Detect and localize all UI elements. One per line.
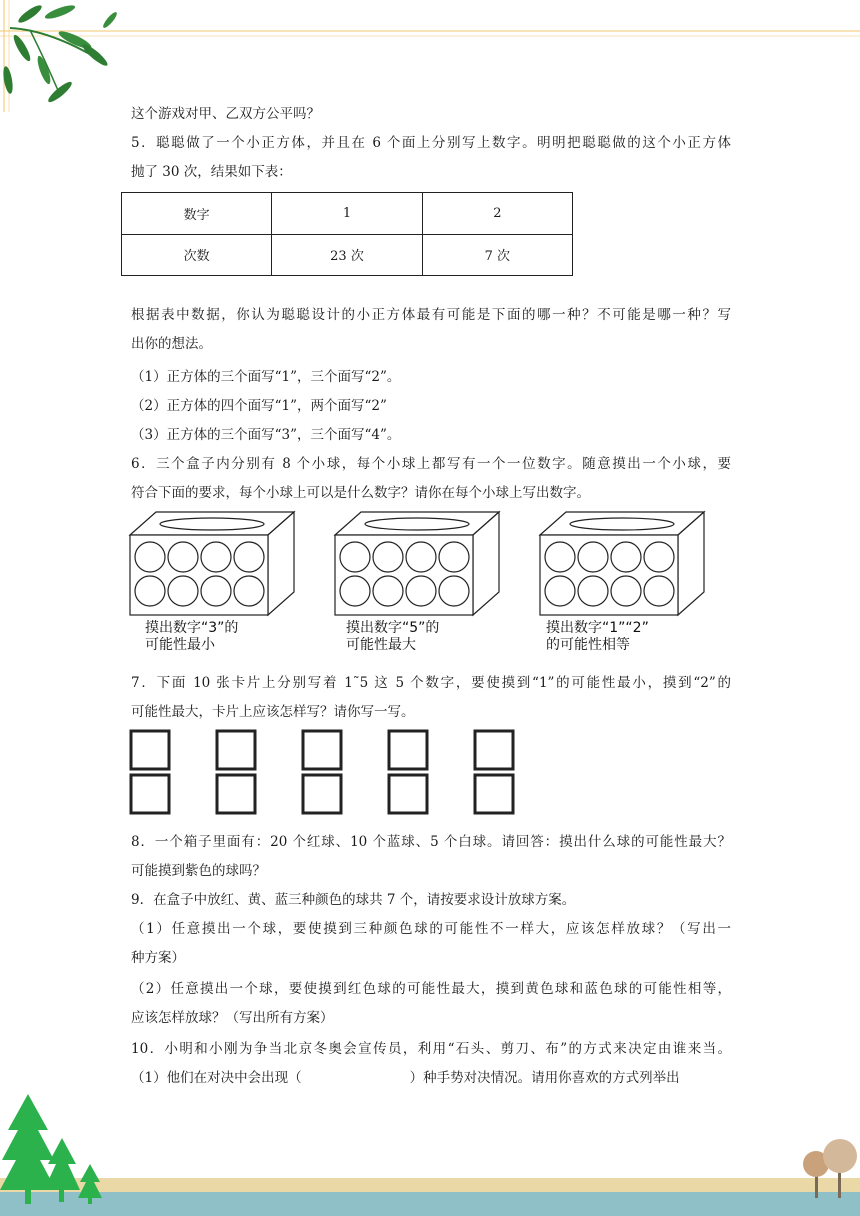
ball	[135, 542, 165, 572]
text-line: （1）任意摸出一个球，要使摸到三种颜色球的可能性不一样大，应该怎样放球？（写出一	[131, 921, 731, 937]
text-line: 可能摸到紫色的球吗？	[131, 863, 266, 879]
card	[475, 731, 513, 769]
text-line: 可能性最大，卡片上应该怎样写？请你写一写。	[131, 704, 415, 720]
ball-box	[130, 512, 294, 615]
table-row	[122, 234, 573, 276]
question-9: 9．在盒子中放红、黄、蓝三种颜色的球共 7 个，请按要求设计放球方案。	[131, 892, 576, 908]
table-cell: 23 次	[272, 234, 422, 276]
question-7: 7．下面 10 张卡片上分别写着 1˜5 这 5 个数字，要使摸到“1”的可能性最小，摸到“2”的	[131, 675, 731, 691]
box-caption: 可能性最小	[145, 637, 215, 653]
card	[389, 731, 427, 769]
option-1: （1）正方体的三个面写“1”，三个面写“2”。	[131, 369, 401, 385]
ball	[201, 576, 231, 606]
table-cell: 数字	[122, 193, 272, 235]
text-fragment: （1）他们在对决中会出现（	[131, 1070, 302, 1086]
box-caption: 可能性最大	[346, 637, 416, 653]
table-row	[122, 193, 573, 235]
card	[131, 775, 169, 813]
result-table	[121, 192, 573, 276]
ball	[578, 542, 608, 572]
box-caption: 摸出数字“1”“2”	[546, 620, 649, 636]
ball	[373, 542, 403, 572]
question-8: 8．一个箱子里面有：20 个红球、10 个蓝球、5 个白球。请回答：摸出什么球的可能性最大？	[131, 834, 731, 850]
text-line: 符合下面的要求，每个小球上可以是什么数字？请你在每个小球上写出数字。	[131, 485, 590, 501]
table-cell: 7 次	[422, 234, 572, 276]
text-line	[131, 1068, 731, 1088]
table-cell: 次数	[122, 234, 272, 276]
cards-figure	[0, 725, 860, 825]
ball	[168, 542, 198, 572]
ball	[644, 542, 674, 572]
ball	[406, 576, 436, 606]
card	[389, 775, 427, 813]
ball	[135, 576, 165, 606]
ball	[545, 576, 575, 606]
footer-decoration	[0, 1090, 860, 1216]
ball	[406, 542, 436, 572]
box-caption: 的可能性相等	[546, 637, 630, 653]
card	[475, 775, 513, 813]
card	[217, 731, 255, 769]
ball	[234, 576, 264, 606]
box-caption: 摸出数字“5”的	[346, 620, 440, 636]
option-2: （2）正方体的四个面写“1”，两个面写“2”	[131, 398, 387, 414]
ball	[611, 542, 641, 572]
text-fragment: ）种手势对决情况。请用你喜欢的方式列举出	[409, 1070, 680, 1086]
card	[303, 775, 341, 813]
text-line: 应该怎样放球？（写出所有方案）	[131, 1010, 334, 1026]
card	[303, 731, 341, 769]
ball	[611, 576, 641, 606]
ball	[545, 542, 575, 572]
question-10: 10．小明和小刚为争当北京冬奥会宣传员，利用“石头、剪刀、布”的方式来决定由谁来当。	[131, 1041, 731, 1057]
card	[131, 731, 169, 769]
ball	[201, 542, 231, 572]
bamboo-decoration	[0, 0, 860, 112]
ball	[234, 542, 264, 572]
ball	[439, 542, 469, 572]
ball-boxes-figure	[0, 505, 860, 620]
box-top	[130, 512, 294, 535]
ball-box	[540, 512, 704, 615]
table-cell: 2	[422, 193, 572, 235]
card	[217, 775, 255, 813]
question-6: 6．三个盒子内分别有 8 个小球，每个小球上都写有一个一位数字。随意摸出一个小球，要	[131, 456, 731, 472]
ball	[578, 576, 608, 606]
text-line: 种方案）	[131, 950, 185, 966]
ball	[168, 576, 198, 606]
ball	[644, 576, 674, 606]
text-line: 根据表中数据，你认为聪聪设计的小正方体最有可能是下面的哪一种？不可能是哪一种？写	[131, 307, 731, 323]
box-top	[335, 512, 499, 535]
text-line: （2）任意摸出一个球，要使摸到红色球的可能性最大，摸到黄色球和蓝色球的可能性相等，	[131, 981, 731, 997]
table-cell: 1	[272, 193, 422, 235]
text-line: 出你的想法。	[131, 336, 212, 352]
option-3: （3）正方体的三个面写“3”，三个面写“4”。	[131, 427, 401, 443]
text-line: 抛了 30 次，结果如下表：	[131, 164, 292, 180]
ball	[439, 576, 469, 606]
ball	[340, 576, 370, 606]
ball-box	[335, 512, 499, 615]
ball	[373, 576, 403, 606]
text-line: 这个游戏对甲、乙双方公平吗？	[131, 106, 320, 122]
question-5: 5．聪聪做了一个小正方体，并且在 6 个面上分别写上数字。明明把聪聪做的这个小正方体	[131, 135, 731, 151]
ball	[340, 542, 370, 572]
box-caption: 摸出数字“3”的	[145, 620, 239, 636]
box-top	[540, 512, 704, 535]
